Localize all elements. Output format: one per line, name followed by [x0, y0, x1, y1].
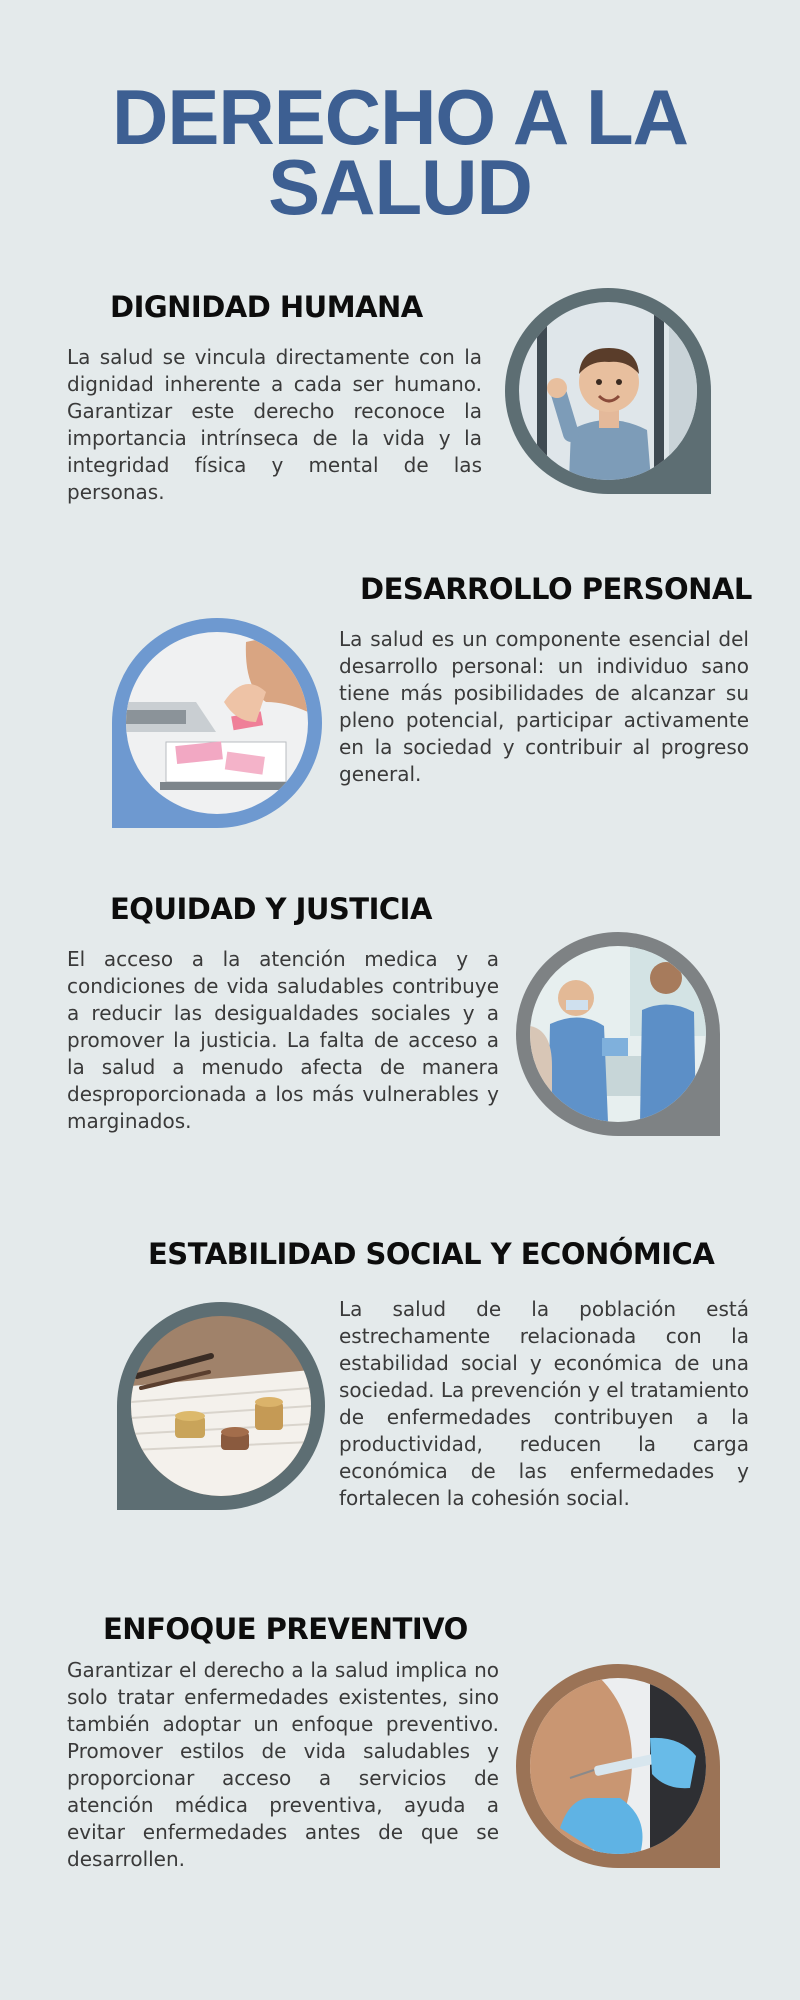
child-illustration [519, 302, 697, 480]
section-text-estabilidad: La salud de la población está estrechamente relacionada con la estabilidad social y económica de una sociedad. La prevención y el tratamiento de enfermedades contribuyen a la productividad, reducen la carga económica de las enfermedades y fortalecen la cohesión social. [339, 1297, 749, 1510]
smiling-child-photo [519, 302, 697, 480]
section-text-preventivo: Garantizar el derecho a la salud implica no solo tratar enfermedades existentes, sino también adoptar un enfoque preventivo. Promover estilos de vida saludables y proporcionar acceso a servicios de atención médica preventiva, ayuda a evitar enfermedades antes de que se desarrollen. [67, 1658, 499, 1871]
section-text-desarrollo: La salud es un componente esencial del desarrollo personal: un individuo sano tiene más posibilidades de alcanzar su pleno potencial, participar activamente en la sociedad y contribuir al progreso general. [339, 627, 749, 786]
desk-illustration [126, 632, 308, 814]
coin-stacks-photo [131, 1316, 311, 1496]
medical-staff-photo [530, 946, 706, 1122]
title-line-2: SALUD [268, 143, 532, 231]
desk-sticky-notes-photo [126, 632, 308, 814]
medical-illustration [530, 946, 706, 1122]
section-heading-equidad: EQUIDAD Y JUSTICIA [110, 892, 432, 926]
coins-image-frame [117, 1302, 325, 1510]
coins-illustration [131, 1316, 311, 1496]
vaccination-photo [530, 1678, 706, 1854]
vaccine-image-frame [516, 1664, 720, 1868]
section-text-equidad: El acceso a la atención medica y a condiciones de vida saludables contribuye a reducir las desigualdades sociales y a promover la justicia. La falta de acceso a la salud a menudo afecta de manera desproporcionada a los más vulnerables y marginados. [67, 947, 499, 1133]
section-text-dignidad: La salud se vincula directamente con la dignidad inherente a cada ser humano. Garantizar este derecho reconoce la importancia intrínseca de la vida y la integridad física y mental de las personas. [67, 345, 482, 504]
page-title [0, 73, 800, 231]
section-heading-dignidad: DIGNIDAD HUMANA [110, 290, 423, 324]
section-heading-preventivo: ENFOQUE PREVENTIVO [103, 1612, 468, 1646]
title-line-1: DERECHO A LA [112, 73, 688, 161]
section-heading-desarrollo: DESARROLLO PERSONAL [360, 572, 752, 606]
vaccine-illustration [530, 1678, 706, 1854]
medical-image-frame [516, 932, 720, 1136]
desk-image-frame [112, 618, 322, 828]
section-heading-estabilidad: ESTABILIDAD SOCIAL Y ECONÓMICA [148, 1237, 715, 1271]
child-image-frame [505, 288, 711, 494]
